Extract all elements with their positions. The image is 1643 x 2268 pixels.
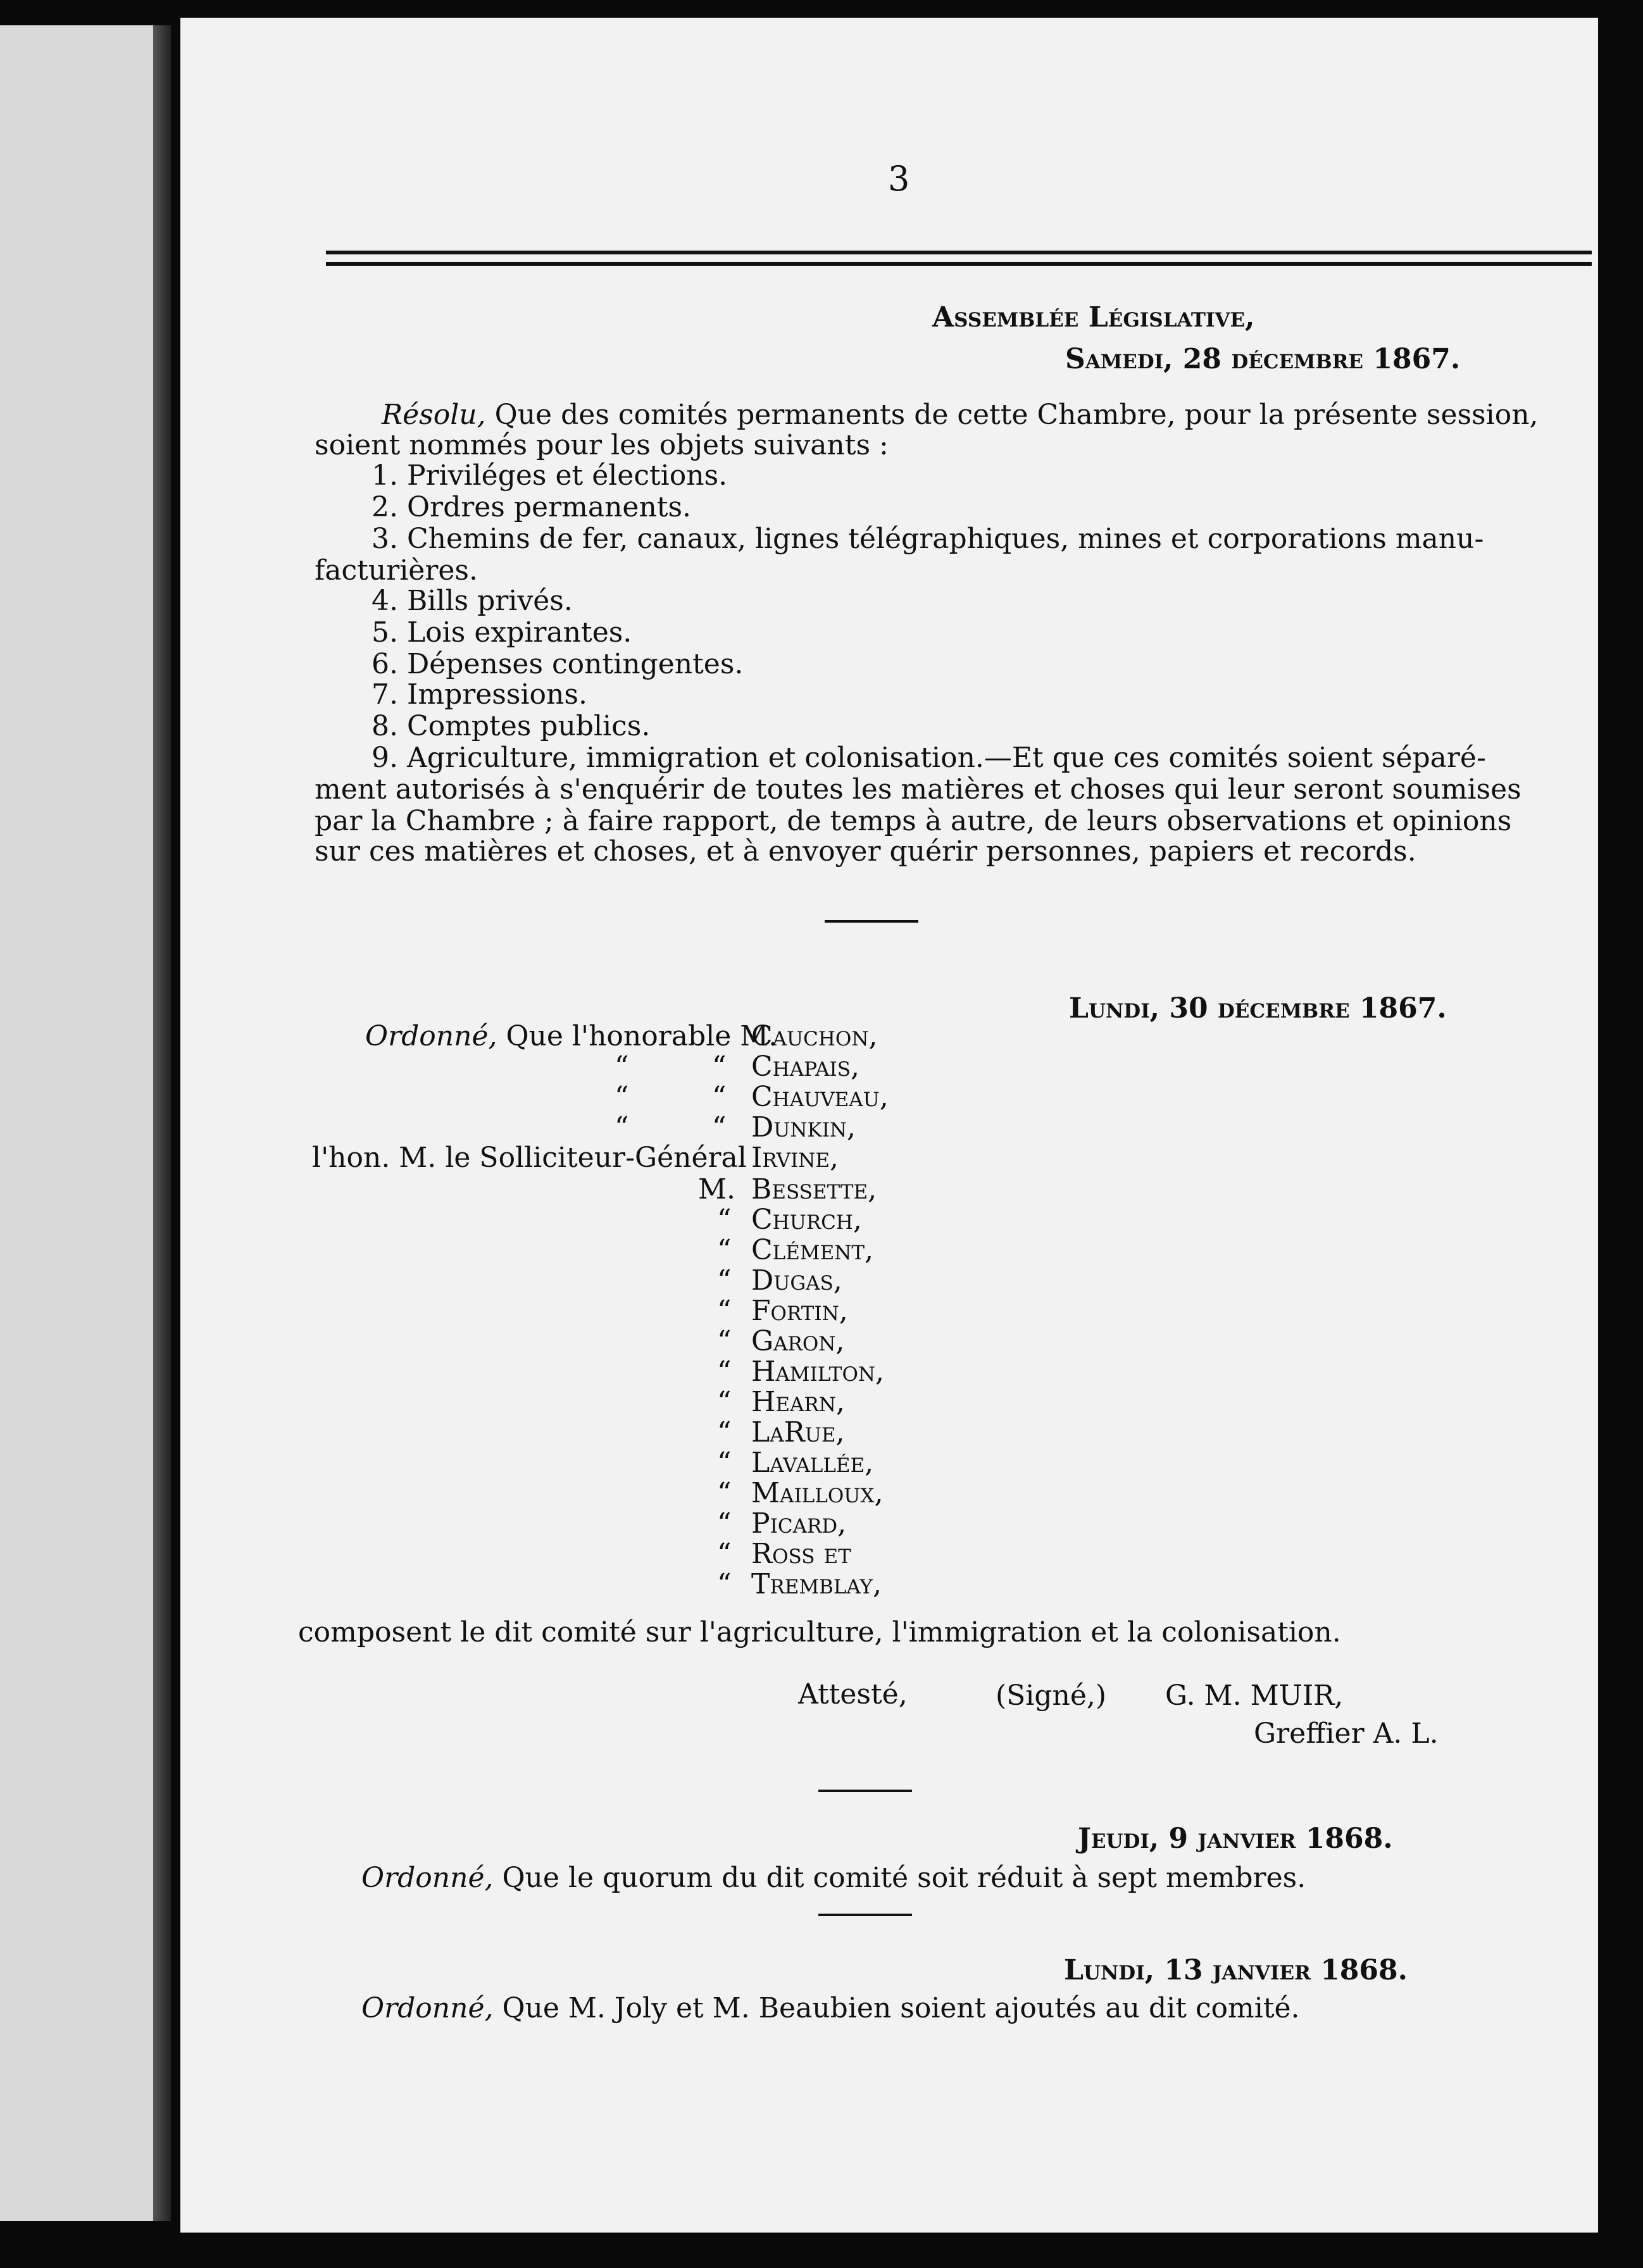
ditto-mark: “ [717,1416,732,1449]
ditto-mark: “ [717,1477,732,1509]
signer-name: G. M. MUIR, [1165,1679,1344,1712]
ditto-mark: “ [712,1111,727,1143]
m-prefix: M. [698,1173,736,1206]
member-name: Hamilton, [751,1355,885,1388]
ditto-mark: “ [717,1204,732,1236]
order3-text: Ordonné, Que M. Joly et M. Beaubien soient ajoutés au dit comité. [361,1992,1300,2024]
session-date: Samedi, 28 décembre 1867. [1065,343,1461,375]
order1-closing: composent le dit comité sur l'agriculture, l'immigration et la colonisation. [298,1616,1341,1648]
ditto-mark: “ [717,1386,732,1418]
ditto-mark: “ [712,1050,727,1083]
section-divider [818,1790,912,1792]
member-name: Cauchon, [751,1020,878,1052]
signer-title: Greffier A. L. [1254,1717,1439,1750]
page-number: 3 [888,159,910,199]
ditto-mark: “ [712,1081,727,1113]
member-name: Ross et [751,1538,851,1570]
ditto-mark: “ [615,1081,629,1113]
member-name: Fortin, [751,1295,848,1327]
resolution-item-continuation: facturières. [315,554,478,587]
signed-label: (Signé,) [996,1679,1107,1712]
resolution-item: 3. Chemins de fer, canaux, lignes télégraphiques, mines et corporations manu- [372,523,1484,555]
ditto-mark: “ [717,1447,732,1479]
resolution-item: 2. Ordres permanents. [372,491,692,523]
ditto-mark: “ [717,1507,732,1540]
ditto-mark: “ [615,1050,629,1083]
assembly-heading: Assemblée Législative, [932,301,1255,333]
ditto-mark: “ [717,1295,732,1327]
resolution-item: 1. Priviléges et élections. [372,459,728,492]
document-page [180,18,1598,2233]
adjacent-page-edge [0,25,171,2221]
section-divider [825,920,918,923]
ditto-mark: “ [717,1234,732,1266]
section-divider [818,1914,912,1916]
resolution-closing-line: ment autorisés à s'enquérir de toutes les matières et choses qui leur seront soumises [315,773,1521,806]
resolution-opening: Résolu, Que des comités permanents de cette Chambre, pour la présente session, [382,399,1539,431]
ditto-mark: “ [717,1325,732,1357]
resolution-closing-line: sur ces matières et choses, et à envoyer quérir personnes, papiers et records. [315,835,1416,868]
header-double-rule [326,251,1592,266]
member-name: Irvine, [751,1142,839,1174]
member-name: Picard, [751,1507,847,1540]
resolution-item: 7. Impressions. [372,678,587,711]
order1-opening: Ordonné, Que l'honorable M. [365,1020,778,1052]
resolution-item: 5. Lois expirantes. [372,616,632,649]
resolution-item: 4. Bills privés. [372,585,573,617]
resolution-opening-line2: soient nommés pour les objets suivants : [315,429,889,461]
member-name: Clément, [751,1234,874,1266]
member-name: Chapais, [751,1050,859,1083]
order1-date: Lundi, 30 décembre 1867. [1069,992,1447,1025]
member-name: Church, [751,1204,862,1236]
member-name: Hearn, [751,1386,845,1418]
resolution-closing-line: par la Chambre ; à faire rapport, de temps à autre, de leurs observations et opinions [315,805,1512,837]
order3-date: Lundi, 13 janvier 1868. [1064,1954,1408,1986]
ditto-mark: “ [717,1355,732,1388]
ditto-mark: “ [717,1568,732,1600]
ditto-mark: “ [717,1264,732,1297]
ditto-mark: “ [717,1538,732,1570]
member-name: Dunkin, [751,1111,856,1143]
ditto-mark: “ [615,1111,629,1143]
resolution-item: 6. Dépenses contingentes. [372,648,744,680]
member-name: Dugas, [751,1264,842,1297]
resolution-item: 8. Comptes publics. [372,710,651,742]
order2-text: Ordonné, Que le quorum du dit comité soit réduit à sept membres. [361,1862,1306,1894]
member-name: Tremblay, [751,1568,882,1600]
member-name: Mailloux, [751,1477,884,1509]
member-name: Bessette, [751,1173,877,1206]
member-name: Lavallée, [751,1447,874,1479]
attest-label: Attesté, [798,1678,908,1710]
member-name: Garon, [751,1325,845,1357]
order2-date: Jeudi, 9 janvier 1868. [1078,1822,1393,1855]
resolution-item: 9. Agriculture, immigration et colonisation.—Et que ces comités soient séparé- [372,742,1486,774]
member-name: Chauveau, [751,1081,889,1113]
member-name: LaRue, [751,1416,845,1449]
solicitor-general-prefix: l'hon. M. le Solliciteur-Général [312,1142,747,1174]
